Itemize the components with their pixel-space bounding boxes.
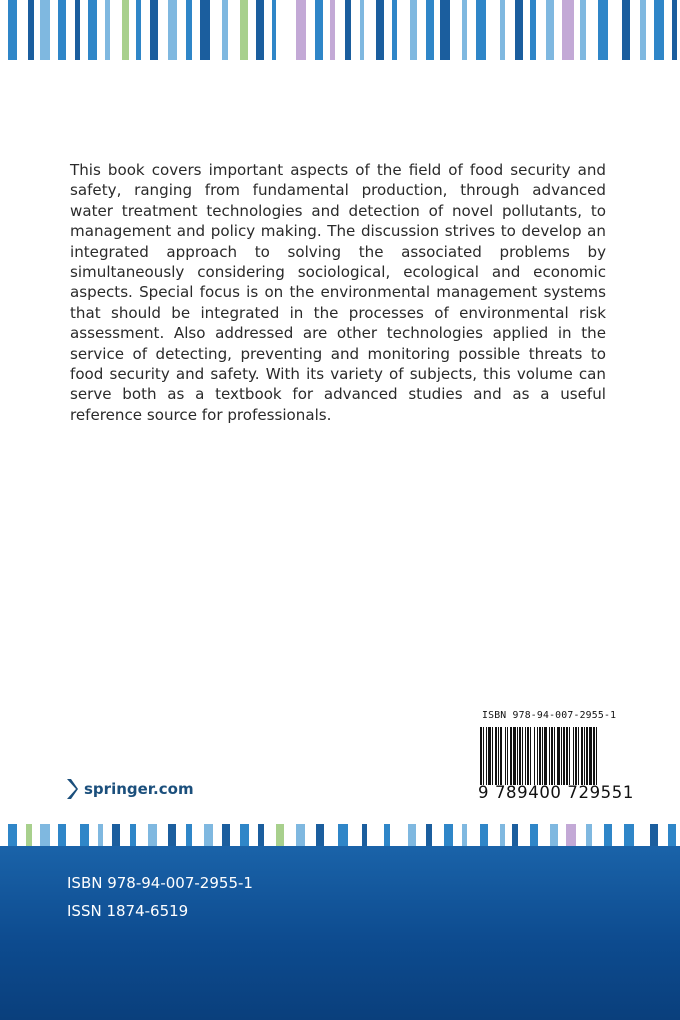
decorative-stripe [148,824,157,846]
decorative-stripe [168,0,177,60]
decorative-stripe [256,0,264,60]
barcode-bar [596,727,597,785]
decorative-stripe [26,824,32,846]
decorative-stripe [58,824,66,846]
barcode-bar [593,727,595,785]
barcode-bar [505,727,506,785]
barcode [478,727,608,785]
decorative-stripe [8,824,17,846]
decorative-stripe [8,0,17,60]
barcode-bar [480,727,482,785]
decorative-stripe [426,0,434,60]
decorative-stripe [186,824,192,846]
barcode-bar [584,727,585,785]
barcode-bar [534,727,535,785]
barcode-bar [498,727,499,785]
decorative-stripe [566,824,576,846]
decorative-stripe [186,0,192,60]
decorative-stripe [462,0,467,60]
decorative-stripe [426,824,432,846]
decorative-stripe [296,824,305,846]
decorative-stripe [240,824,249,846]
middle-stripe-band [0,824,680,846]
decorative-stripe [330,0,335,60]
decorative-stripe [258,824,264,846]
barcode-bar [578,727,579,785]
decorative-stripe [562,0,574,60]
barcode-bar [551,727,553,785]
decorative-stripe [204,824,213,846]
decorative-stripe [272,0,276,60]
barcode-bar [513,727,516,785]
decorative-stripe [408,824,416,846]
decorative-stripe [580,0,586,60]
decorative-stripe [200,0,210,60]
decorative-stripe [500,824,505,846]
decorative-stripe [550,824,558,846]
decorative-stripe [150,0,158,60]
decorative-stripe [88,0,97,60]
footer-panel [0,846,680,1020]
barcode-bar [507,727,508,785]
decorative-stripe [80,824,89,846]
decorative-stripe [480,824,488,846]
decorative-stripe [105,0,110,60]
decorative-stripe [315,0,323,60]
decorative-stripe [276,824,284,846]
barcode-bar [549,727,550,785]
decorative-stripe [624,824,634,846]
chevron-right-icon [66,778,78,800]
springer-url: springer.com [84,780,194,798]
decorative-stripe [168,824,176,846]
decorative-stripe [440,0,450,60]
decorative-stripe [40,0,50,60]
barcode-bar [537,727,538,785]
barcode-bar [519,727,521,785]
decorative-stripe [222,824,230,846]
barcode-bar [581,727,583,785]
barcode-bar [573,727,574,785]
decorative-stripe [586,824,592,846]
barcode-bar [557,727,560,785]
barcode-bar [554,727,555,785]
decorative-stripe [672,0,677,60]
decorative-stripe [75,0,80,60]
decorative-stripe [240,0,248,60]
decorative-stripe [500,0,505,60]
decorative-stripe [296,0,306,60]
barcode-bar [510,727,512,785]
decorative-stripe [410,0,417,60]
decorative-stripe [622,0,630,60]
decorative-stripe [512,824,518,846]
decorative-stripe [384,824,390,846]
decorative-stripe [58,0,66,60]
barcode-digits: 9 789400 729551 [478,783,634,802]
decorative-stripe [40,824,50,846]
springer-link[interactable] [66,778,194,800]
decorative-stripe [316,824,324,846]
decorative-stripe [598,0,608,60]
top-stripe-band [0,0,680,60]
decorative-stripe [604,824,612,846]
barcode-bar [527,727,529,785]
barcode-bar [563,727,565,785]
barcode-bar [500,727,502,785]
decorative-stripe [222,0,228,60]
decorative-stripe [136,0,141,60]
decorative-stripe [362,824,367,846]
barcode-bar [561,727,562,785]
barcode-bar [522,727,523,785]
decorative-stripe [345,0,351,60]
barcode-bar [569,727,570,785]
barcode-bar [542,727,543,785]
decorative-stripe [515,0,523,60]
barcode-bar [586,727,588,785]
barcode-block [478,710,634,802]
barcode-bar [566,727,568,785]
decorative-stripe [654,0,664,60]
decorative-stripe [476,0,486,60]
decorative-stripe [376,0,384,60]
barcode-bar [539,727,541,785]
barcode-bar [486,727,487,785]
barcode-isbn-label: ISBN 978-94-007-2955-1 [482,710,617,721]
decorative-stripe [130,824,136,846]
barcode-bar [492,727,493,785]
back-cover-blurb: This book covers important aspects of the field of food security and safety, ranging from fundamental production, through advanced water treatment technologies and detection of novel pollutants, to management and policy making. The discussion strives to develop an integrated approach to solving the associated problems by simultaneously considering sociological, ecological and economic aspects. Special focus is on the environmental management systems that should be integrated in the processes of environmental risk assessment. Also addressed are other technologies applied in the service of detecting, preventing and monitoring possible threats to food security and safety. With its variety of subjects, this volume can serve both as a textbook for advanced studies and as a useful reference source for professionals. [70,161,606,424]
barcode-bar [488,727,491,785]
decorative-stripe [546,0,554,60]
decorative-stripe [462,824,467,846]
decorative-stripe [112,824,120,846]
decorative-stripe [98,824,103,846]
barcode-bar [495,727,497,785]
decorative-stripe [640,0,646,60]
barcode-bar [544,727,547,785]
footer-isbn: ISBN 978-94-007-2955-1 [67,874,253,892]
decorative-stripe [28,0,34,60]
footer-issn: ISSN 1874-6519 [67,902,189,920]
decorative-stripe [668,824,676,846]
barcode-bar [483,727,484,785]
decorative-stripe [650,824,658,846]
barcode-bar [589,727,592,785]
barcode-bar [525,727,526,785]
barcode-bar [530,727,531,785]
barcode-bar [517,727,518,785]
decorative-stripe [122,0,129,60]
decorative-stripe [530,0,536,60]
decorative-stripe [360,0,364,60]
decorative-stripe [338,824,348,846]
decorative-stripe [444,824,453,846]
decorative-stripe [392,0,397,60]
decorative-stripe [530,824,538,846]
barcode-bar [575,727,577,785]
